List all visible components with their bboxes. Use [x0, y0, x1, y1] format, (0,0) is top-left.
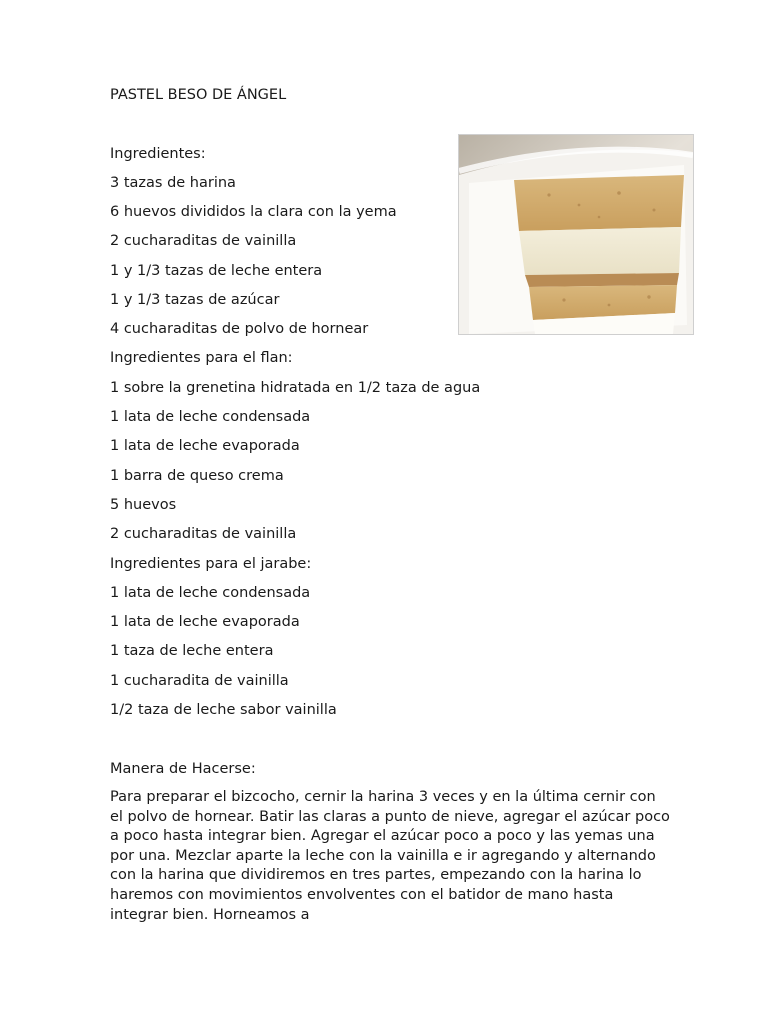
method-heading: Manera de Hacerse:: [110, 761, 256, 777]
recipe-title: PASTEL BESO DE ÁNGEL: [110, 87, 287, 103]
cake-slice-image: [459, 135, 693, 334]
syrup-ingredient-line: 1 lata de leche evaporada: [110, 614, 300, 630]
flan-ingredient-line: 5 huevos: [110, 497, 177, 513]
syrup-ingredient-line: 1 taza de leche entera: [110, 643, 274, 659]
flan-ingredient-line: 1 lata de leche condensada: [110, 409, 311, 425]
flan-heading: Ingredientes para el flan:: [110, 350, 293, 366]
flan-ingredient-line: 2 cucharaditas de vainilla: [110, 526, 297, 542]
ingredient-line: 2 cucharaditas de vainilla: [110, 233, 297, 249]
cake-slice-photo: [458, 134, 694, 335]
syrup-heading: Ingredientes para el jarabe:: [110, 556, 312, 572]
flan-ingredient-line: 1 barra de queso crema: [110, 468, 284, 484]
ingredient-line: 1 y 1/3 tazas de leche entera: [110, 263, 323, 279]
ingredient-line: 3 tazas de harina: [110, 175, 236, 191]
syrup-ingredient-line: 1 lata de leche condensada: [110, 585, 311, 601]
ingredient-line: 1 y 1/3 tazas de azúcar: [110, 292, 280, 308]
flan-ingredient-line: 1 sobre la grenetina hidratada en 1/2 taza de agua: [110, 380, 481, 396]
ingredients-heading: Ingredientes:: [110, 146, 206, 162]
syrup-ingredient-line: 1 cucharadita de vainilla: [110, 673, 289, 689]
syrup-ingredient-line: 1/2 taza de leche sabor vainilla: [110, 702, 337, 718]
method-paragraph: Para preparar el bizcocho, cernir la harina 3 veces y en la última cernir con el polvo de hornear. Batir las claras a punto de nieve, agregar el azúcar poco a poco hasta integrar bien. Agregar el azúcar poco a poco y las yemas una por una. Mezclar aparte la leche con la vainilla e ir agregando y alternando con la harina que dividiremos en tres partes, empezando con la harina lo haremos con movimientos envolventes con el batidor de mano hasta integrar bien. Horneamos a: [110, 789, 670, 923]
ingredient-line: 4 cucharaditas de polvo de hornear: [110, 321, 369, 337]
ingredient-line: 6 huevos divididos la clara con la yema: [110, 204, 397, 220]
flan-ingredient-line: 1 lata de leche evaporada: [110, 438, 300, 454]
